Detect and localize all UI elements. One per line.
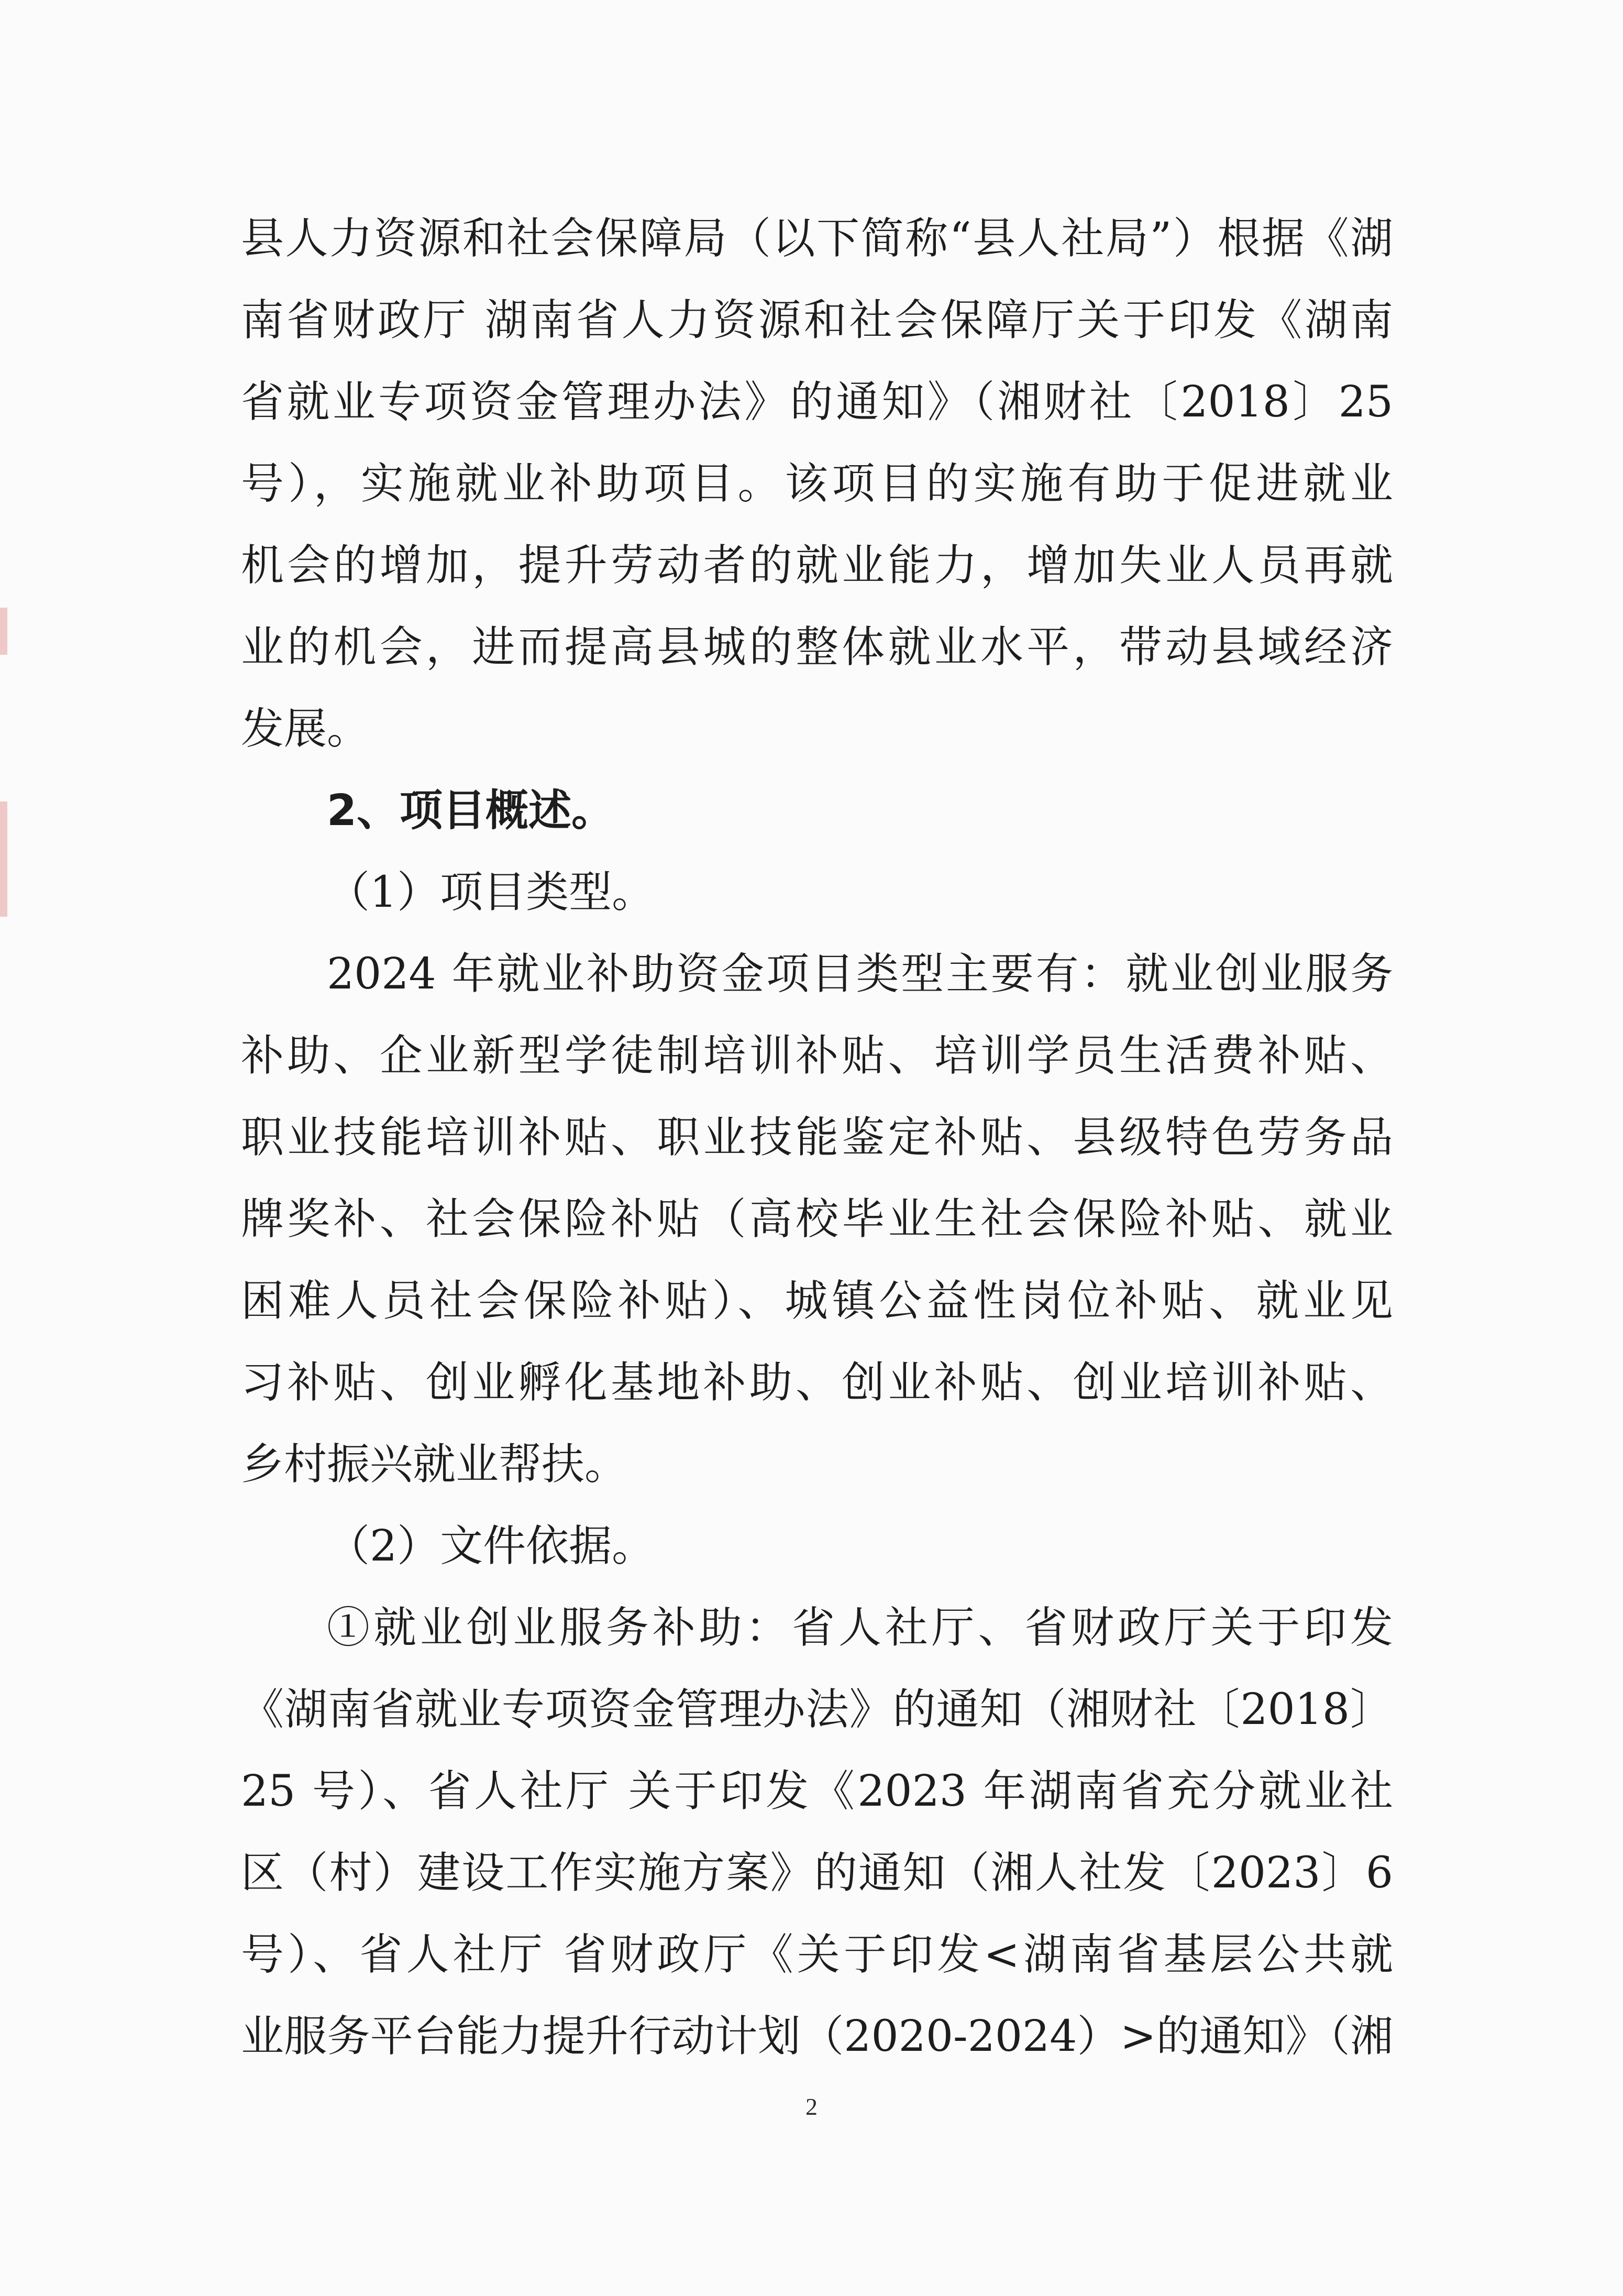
text-line: 区（村）建设工作实施方案》的通知（湘人社发〔2023〕6	[241, 1848, 1393, 1898]
body-text	[241, 198, 1393, 2078]
seal-edge-mark	[0, 801, 7, 917]
text-line: 补助、企业新型学徒制培训补贴、培训学员生活费补贴、	[241, 1031, 1393, 1081]
text-line: 习补贴、创业孵化基地补助、创业补贴、创业培训补贴、	[241, 1358, 1393, 1408]
text-line: 南省财政厅 湖南省人力资源和社会保障厅关于印发《湖南	[241, 295, 1393, 345]
text-line: 牌奖补、社会保险补贴（高校毕业生社会保险补贴、就业	[241, 1194, 1393, 1244]
page-number: 2	[805, 2093, 818, 2120]
text-line: 业的机会，进而提高县城的整体就业水平，带动县域经济	[241, 622, 1393, 672]
text-line: 发展。	[241, 704, 370, 754]
text-line: 号），实施就业补助项目。该项目的实施有助于促进就业	[241, 459, 1393, 509]
text-line: 县人力资源和社会保障局（以下简称“县人社局”）根据《湖	[241, 214, 1393, 263]
text-line: 25 号）、省人社厅 关于印发《2023 年湖南省充分就业社	[241, 1766, 1393, 1816]
text-line: 《湖南省就业专项资金管理办法》的通知（湘财社〔2018〕	[241, 1685, 1393, 1734]
seal-edge-mark	[0, 608, 7, 655]
text-line: ①就业创业服务补助：省人社厅、省财政厅关于印发	[327, 1603, 1393, 1653]
subsection-heading: （2）文件依据。	[327, 1521, 655, 1571]
text-line: 2024 年就业补助资金项目类型主要有：就业创业服务	[327, 949, 1393, 999]
section-heading: 2、项目概述。	[327, 786, 615, 836]
text-line: 号）、省人社厅 省财政厅《关于印发<湖南省基层公共就	[241, 1930, 1393, 1980]
text-line: 职业技能培训补贴、职业技能鉴定补贴、县级特色劳务品	[241, 1113, 1393, 1162]
text-line: 机会的增加，提升劳动者的就业能力，增加失业人员再就	[241, 541, 1393, 590]
subsection-heading: （1）项目类型。	[327, 867, 655, 917]
text-line: 省就业专项资金管理办法》的通知》（湘财社〔2018〕25	[241, 377, 1393, 427]
text-line: 困难人员社会保险补贴）、城镇公益性岗位补贴、就业见	[241, 1276, 1393, 1326]
text-line: 业服务平台能力提升行动计划（2020-2024）>的通知》（湘	[241, 2012, 1393, 2061]
text-line: 乡村振兴就业帮扶。	[241, 1440, 628, 1489]
